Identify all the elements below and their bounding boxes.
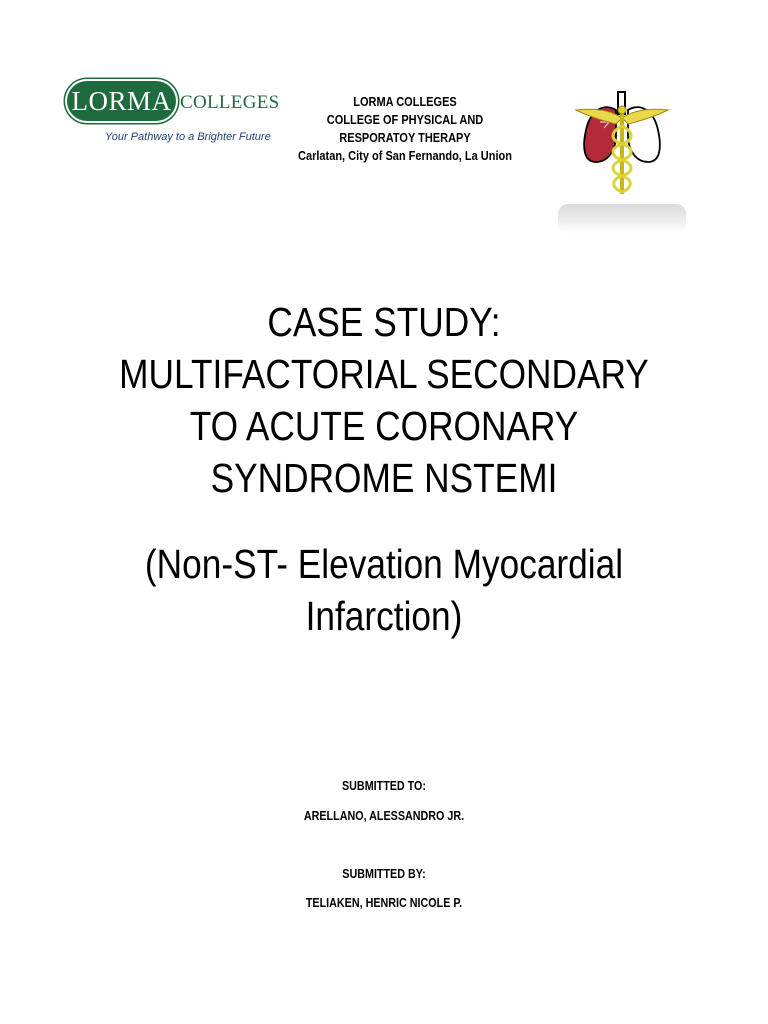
institution-name: LORMA COLLEGES <box>353 95 457 109</box>
logo-pill-text: LORMA <box>71 86 172 116</box>
emblem-plate <box>558 204 686 234</box>
institution-address: Carlatan, City of San Fernando, La Union <box>298 149 512 163</box>
subtitle-line-1: (Non-ST- Elevation Myocardial <box>144 541 624 587</box>
title-line-2: MULTIFACTORIAL SECONDARY <box>119 351 649 397</box>
lungs-caduceus-icon <box>556 88 688 234</box>
case-study-subtitle <box>88 538 680 642</box>
title-line-3: TO ACUTE CORONARY <box>189 403 579 449</box>
logo-word: COLLEGES <box>180 92 280 113</box>
institution-header <box>286 93 524 165</box>
case-study-title <box>88 296 680 504</box>
lorma-colleges-logo <box>63 76 288 148</box>
subtitle-line-2: Infarction) <box>305 593 463 639</box>
submitted-to-name: ARELLANO, ALESSANDRO JR. <box>303 809 465 823</box>
submitted-by-name: TELIAKEN, HENRIC NICOLE P. <box>305 896 463 910</box>
title-line-4: SYNDROME NSTEMI <box>210 455 558 501</box>
submitted-by-label: SUBMITTED BY: <box>342 867 426 881</box>
logo-pill <box>65 79 178 123</box>
college-name-line1: COLLEGE OF PHYSICAL AND <box>326 113 484 127</box>
logo-tagline: Your Pathway to a Brighter Future <box>105 131 271 143</box>
title-line-1: CASE STUDY: <box>267 299 501 345</box>
submitted-to-label: SUBMITTED TO: <box>341 779 427 793</box>
college-name-line2: RESPORATOY THERAPY <box>339 131 471 145</box>
